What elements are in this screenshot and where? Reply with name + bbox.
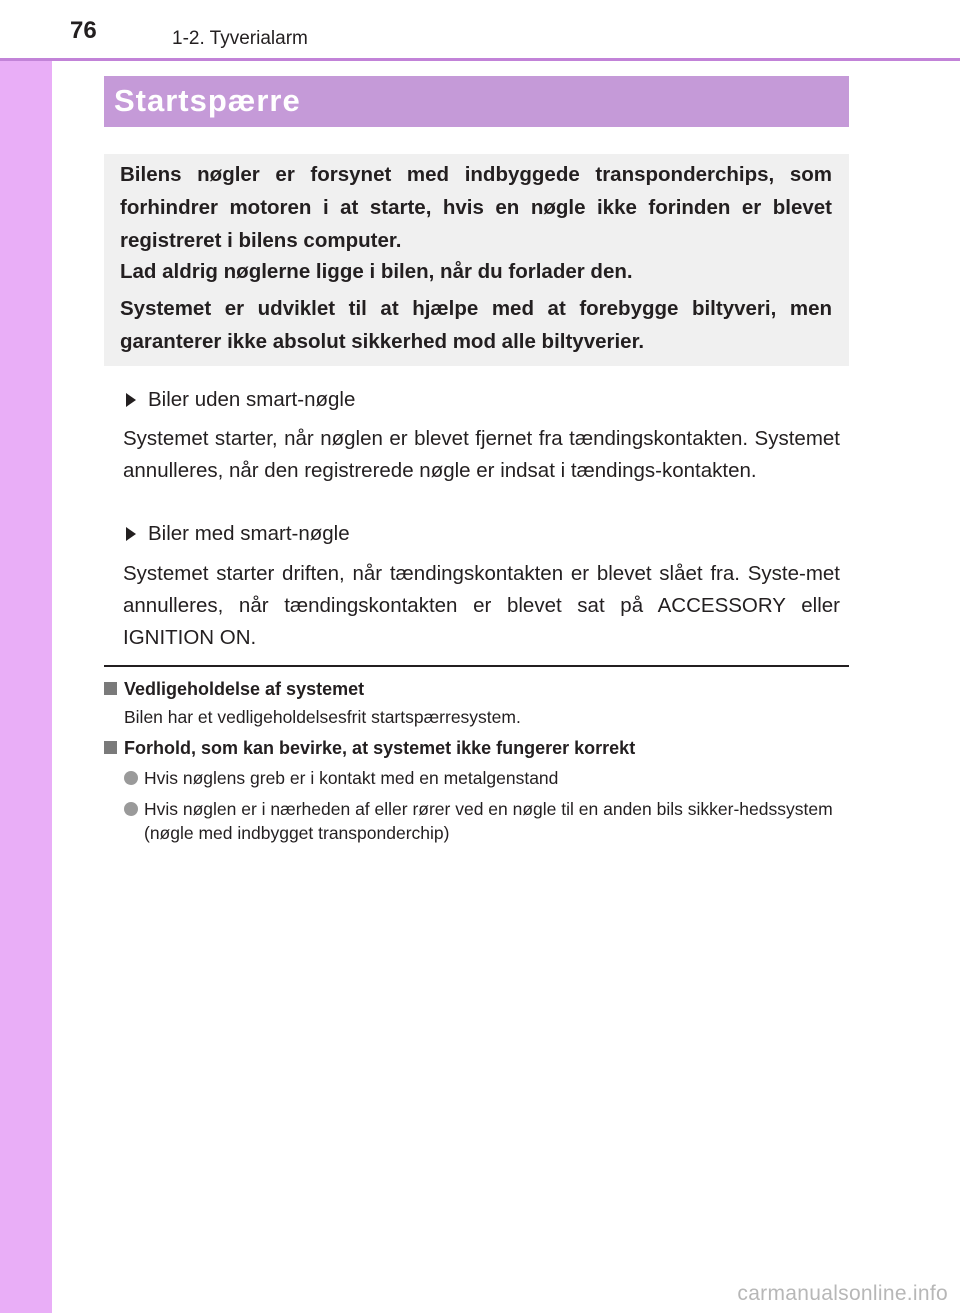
side-tab-strip — [0, 0, 52, 1313]
intro-paragraph-1: Bilens nøgler er forsynet med indbyggede transponderchips, som forhindrer motoren i at starte, hvis en nøgle ikke forinden er blevet registreret i bilens computer. — [120, 163, 832, 252]
subsection-heading-no-smart-key — [126, 388, 355, 412]
note-heading-conditions — [104, 738, 635, 759]
page-title: Startspærre — [114, 83, 301, 118]
note-text-maintenance: Bilen har et vedligeholdelsesfrit startspærresystem. — [124, 707, 521, 727]
square-bullet-icon — [104, 741, 117, 754]
circle-bullet-icon — [124, 802, 138, 816]
section-body-smart-key: Systemet starter driften, når tændingskontakten er blevet slået fra. Syste-met annulleres, når tændingskontakten er blevet sat på ACCESSORY eller IGNITION ON. — [123, 562, 840, 649]
subsection-heading-smart-key — [126, 522, 350, 546]
circle-bullet-icon — [124, 771, 138, 785]
list-item — [124, 766, 849, 790]
note-heading-label: Vedligeholdelse af systemet — [124, 679, 365, 699]
watermark: carmanualsonline.info — [737, 1282, 948, 1305]
square-bullet-icon — [104, 682, 117, 695]
subsection-heading-label: Biler uden smart-nøgle — [148, 388, 356, 411]
section-body-no-smart-key: Systemet starter, når nøglen er blevet fjernet fra tændingskontakten. Systemet annulleres, når den registrerede nøgle er indsat i tændings-kontakten. — [123, 427, 840, 482]
page-number: 76 — [70, 17, 97, 44]
subsection-heading-label: Biler med smart-nøgle — [148, 522, 350, 545]
triangle-bullet-icon — [126, 393, 136, 407]
section-divider — [104, 665, 849, 667]
intro-paragraph-3: Systemet er udviklet til at hjælpe med at forebygge biltyveri, men garanterer ikke absolut sikkerhed mod alle biltyverier. — [120, 297, 832, 353]
list-item — [124, 797, 849, 845]
page-header — [0, 0, 960, 58]
section-label: 1-2. Tyverialarm — [172, 28, 308, 49]
intro-paragraph-2: Lad aldrig nøglerne ligge i bilen, når du forlader den. — [120, 260, 633, 283]
list-item-text: Hvis nøglen er i nærheden af eller rører ved en nøgle til en anden bils sikker-hedssystem (nøgle med indbygget transponderchip) — [144, 799, 833, 843]
list-item-text: Hvis nøglens greb er i kontakt med en metalgenstand — [144, 768, 559, 788]
note-heading-label: Forhold, som kan bevirke, at systemet ikke fungerer korrekt — [124, 738, 636, 758]
header-divider — [0, 58, 960, 61]
triangle-bullet-icon — [126, 527, 136, 541]
note-heading-maintenance — [104, 679, 364, 700]
